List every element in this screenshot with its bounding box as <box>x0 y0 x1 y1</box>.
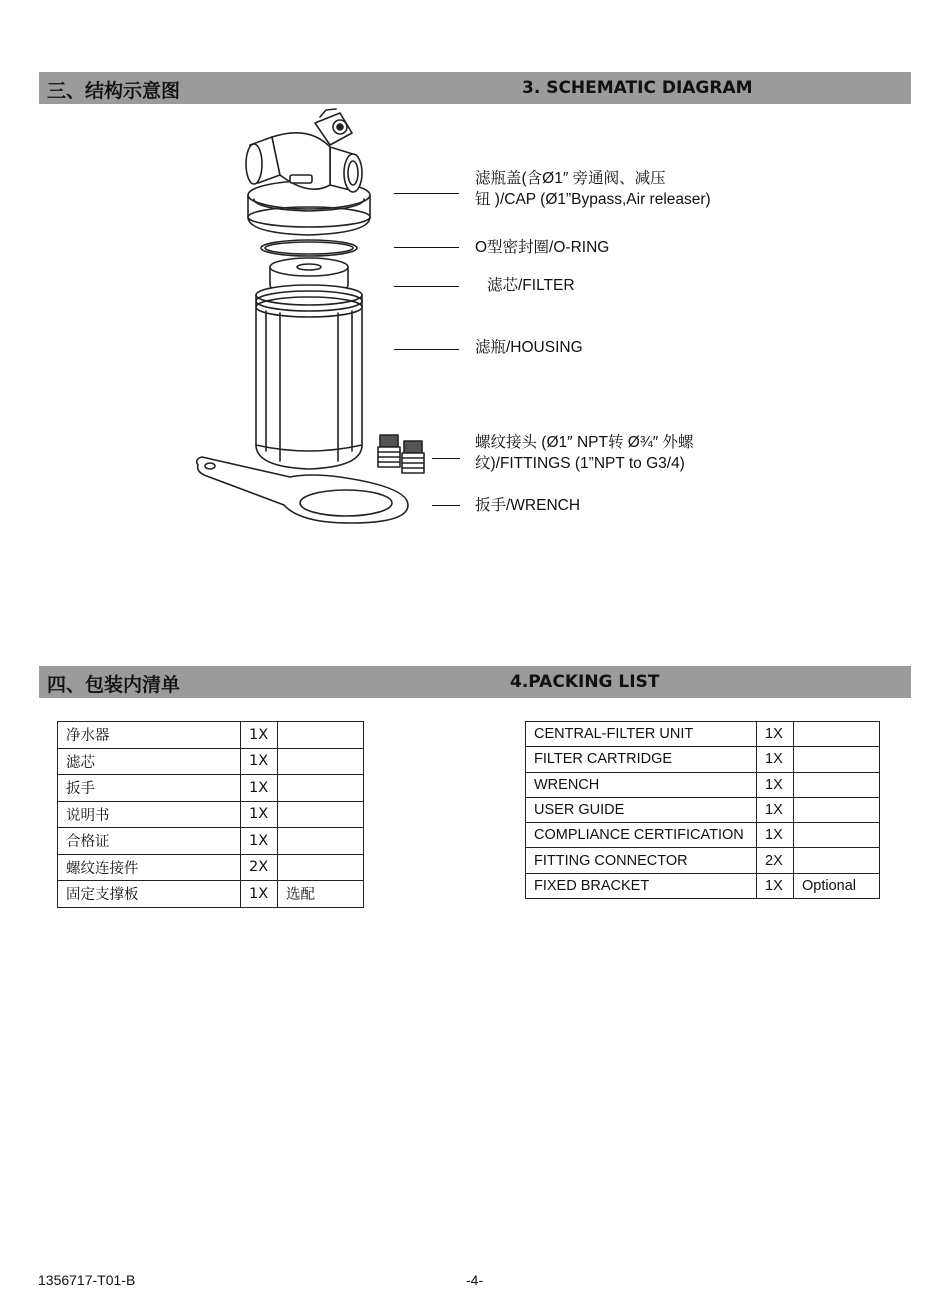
table-row <box>58 722 364 749</box>
quantity-cell: 1X <box>757 873 794 898</box>
quantity-cell: 1X <box>241 748 278 775</box>
label-fittings-line2: 纹)/FITTINGS (1”NPT to G3/4) <box>475 455 685 472</box>
o-ring-drawing <box>261 240 357 256</box>
fittings-drawing <box>378 435 424 473</box>
quantity-cell: 1X <box>757 772 794 797</box>
item-name-cell: FILTER CARTRIDGE <box>526 747 757 772</box>
quantity-cell: 1X <box>757 747 794 772</box>
packing-list-table-en <box>525 721 880 899</box>
table-row <box>526 747 880 772</box>
table-row <box>526 823 880 848</box>
table-row <box>526 873 880 898</box>
note-cell <box>278 722 364 749</box>
quantity-cell: 1X <box>241 801 278 828</box>
section-3-title-zh: 三、结构示意图 <box>47 80 181 102</box>
note-cell <box>794 747 880 772</box>
item-name-cell: FITTING CONNECTOR <box>526 848 757 873</box>
table-row <box>526 797 880 822</box>
filter-assembly-illustration <box>180 105 430 525</box>
section-4-header <box>39 666 911 698</box>
table-row <box>58 801 364 828</box>
label-wrench: 扳手/WRENCH <box>475 497 581 514</box>
note-cell <box>794 772 880 797</box>
table-row <box>58 881 364 908</box>
page-number: -4- <box>466 1272 484 1288</box>
label-filter: 滤芯/FILTER <box>487 277 575 294</box>
section-3-header <box>39 72 911 104</box>
item-name-cell: USER GUIDE <box>526 797 757 822</box>
leader-line-housing <box>394 349 459 350</box>
quantity-cell: 2X <box>757 848 794 873</box>
section-4-title-zh: 四、包装内清单 <box>47 674 181 696</box>
table-row <box>58 828 364 855</box>
note-cell <box>278 748 364 775</box>
table-row <box>58 748 364 775</box>
leader-line-wrench <box>432 505 460 506</box>
section-3-title-en: 3. SCHEMATIC DIAGRAM <box>522 78 753 98</box>
label-cap <box>475 168 711 210</box>
note-cell: 选配 <box>278 881 364 908</box>
quantity-cell: 1X <box>241 828 278 855</box>
doc-code: 1356717-T01-B <box>38 1272 136 1288</box>
item-name-cell: CENTRAL-FILTER UNIT <box>526 722 757 747</box>
item-name-cell: FIXED BRACKET <box>526 873 757 898</box>
label-fittings-line1: 螺纹接头 (Ø1″ NPT转 Ø¾″ 外螺 <box>475 434 694 451</box>
item-name-cell: 说明书 <box>58 801 241 828</box>
quantity-cell: 1X <box>757 823 794 848</box>
item-name-cell: 滤芯 <box>58 748 241 775</box>
label-housing: 滤瓶/HOUSING <box>475 339 583 356</box>
leader-line-oring <box>394 247 459 248</box>
note-cell <box>278 828 364 855</box>
table-row <box>526 722 880 747</box>
label-cap-line2: 钮 )/CAP (Ø1”Bypass,Air releaser) <box>475 191 711 208</box>
note-cell <box>794 823 880 848</box>
leader-line-cap <box>394 193 459 194</box>
item-name-cell: WRENCH <box>526 772 757 797</box>
quantity-cell: 1X <box>757 722 794 747</box>
note-cell <box>278 854 364 881</box>
item-name-cell: 合格证 <box>58 828 241 855</box>
item-name-cell: 螺纹连接件 <box>58 854 241 881</box>
note-cell <box>278 801 364 828</box>
note-cell <box>278 775 364 802</box>
label-fittings <box>475 432 694 474</box>
quantity-cell: 1X <box>241 722 278 749</box>
item-name-cell: 固定支撑板 <box>58 881 241 908</box>
item-name-cell: 净水器 <box>58 722 241 749</box>
table-row <box>526 848 880 873</box>
packing-list-table-zh <box>57 721 364 908</box>
note-cell <box>794 797 880 822</box>
table-row <box>58 775 364 802</box>
note-cell <box>794 722 880 747</box>
label-cap-line1: 滤瓶盖(含Ø1″ 旁通阀、减压 <box>475 170 666 187</box>
leader-line-fittings <box>432 458 460 459</box>
label-oring: O型密封圈/O-RING <box>475 239 610 256</box>
housing-drawing <box>256 285 362 469</box>
note-cell <box>794 848 880 873</box>
quantity-cell: 2X <box>241 854 278 881</box>
table-row <box>526 772 880 797</box>
quantity-cell: 1X <box>241 775 278 802</box>
quantity-cell: 1X <box>757 797 794 822</box>
cap-drawing <box>246 109 370 235</box>
item-name-cell: 扳手 <box>58 775 241 802</box>
section-4-title-en: 4.PACKING LIST <box>510 672 660 692</box>
leader-line-filter <box>394 286 459 287</box>
item-name-cell: COMPLIANCE CERTIFICATION <box>526 823 757 848</box>
quantity-cell: 1X <box>241 881 278 908</box>
note-cell: Optional <box>794 873 880 898</box>
table-row <box>58 854 364 881</box>
